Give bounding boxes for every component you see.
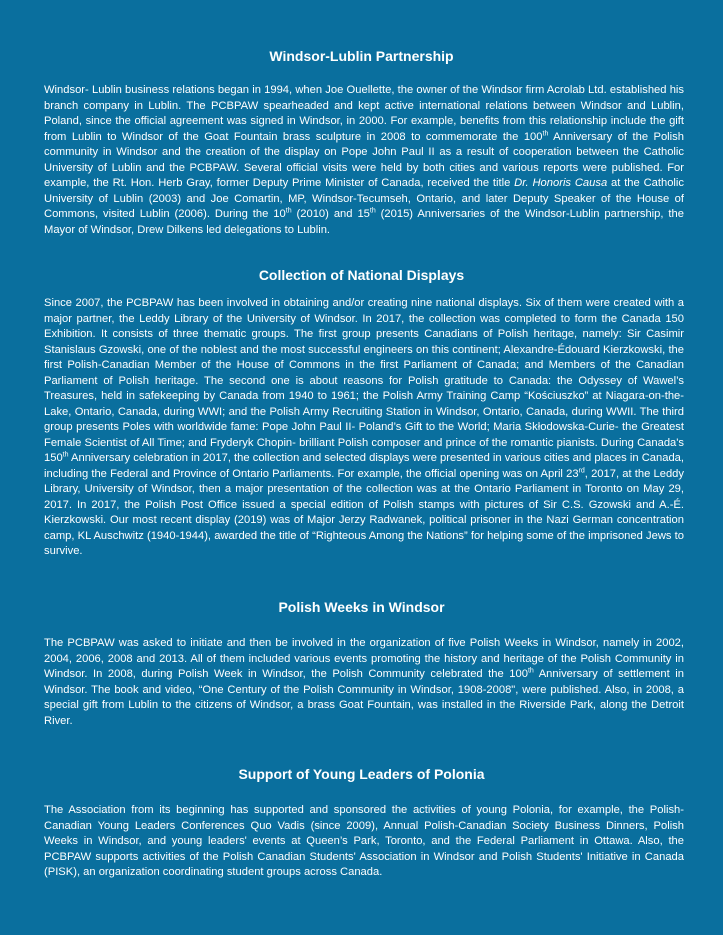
paragraph-support-of-young-leaders: The Association from its beginning has supported and sponsored the activities of young Polonia, for example, the Polish-Canadian Young Leaders Conferences Quo Vadis (since 2009), Annual Polish-Canadian Society Business Dinners, Polish Weeks in Windsor, and young leaders' events at Queen’s Park, Toronto, and the Federal Parliament in Ottawa. Also, the PCBPAW supports activities of the Polish Canadian Students' Association in Windsor and Polish Students' Initiative in Canada (PISK), an organization coordinating student groups across Canada. <box>44 804 684 878</box>
heading-collection-of-national-displays: Collection of National Displays <box>258 267 465 283</box>
heading-windsor-lublin-partnership: Windsor-Lublin Partnership <box>269 48 454 64</box>
heading-support-of-young-leaders: Support of Young Leaders of Polonia <box>238 766 485 782</box>
heading-polish-weeks-in-windsor: Polish Weeks in Windsor <box>278 599 445 615</box>
paragraph-collection-of-national-displays: Since 2007, the PCBPAW has been involved in obtaining and/or creating nine national displays. Six of them were created with a major partner, the Leddy Library of the University of Windsor. In 2017, the collection was completed to form the Canada 150 Exhibition. It consists of three thematic groups. The first group presents Canadians of Polish heritage, namely: Sir Casimir Stanislaus Gzowski, one of the noblest and the most successful engineers on this continent; Alexandre-Édouard Kierzkowski, the first Polish-Canadian Member of the House of Commons in the first Parliament of Canada; and Members of the Canadian Parliament of Polish heritage. The second one is about reasons for Polish gratitude to Canada: the Odyssey of Wawel’s Treasures, held in safekeeping by Canada from 1940 to 1961; the Polish Army Training Camp “Kościuszko” at Niagara-on-the-Lake, Ontario, Canada, during WWI; and the Polish Army Recruiting Station in Windsor, Ontario, Canada, during WWII. The third group presents Poles with worldwide fame: Pope John Paul II- Poland’s Gift to the World; Maria Skłodowska-Curie- the Greatest Female Scientist of All Time; and Fryderyk Chopin- brilliant Polish composer and prince of the romantic pianists. During Canada's 150th Anniversary celebration in 2017, the collection and selected displays were presented in various cities and places in Canada, including the Federal and Province of Ontario Parliaments. For example, the official opening was on April 23rd, 2017, at the Leddy Library, University of Windsor, then a major presentation of the collection was at the Ontario Parliament in Toronto on May 29, 2017. In 2017, the Polish Post Office issued a special edition of Polish stamps with pictures of Sir C.S. Gzowski and A.-É. Kierzkowski. Our most recent display (2019) was of Major Jerzy Radwanek, political prisoner in the Nazi German concentration camp, KL Auschwitz (1940-1944), awarded the title of “Righteous Among the Nations” for helping some of the imprisoned Jews to survive. <box>44 297 684 557</box>
paragraph-windsor-lublin-partnership: Windsor- Lublin business relations began in 1994, when Joe Ouellette, the owner of the Windsor firm Acrolab Ltd. established his branch company in Lublin. The PCBPAW spearheaded and kept active international relations between Windsor and Lublin, Poland, since the official agreement was signed in Windsor, in 2000. For example, benefits from this relationship include the gift from Lublin to Windsor of the Goat Fountain brass sculpture in 2008 to commemorate the 100th Anniversary of the Polish community in Windsor and the creation of the display on Pope John Paul II as a result of cooperation between the Catholic University of Lublin and the PCBPAW. Several official visits were held by both cities and various reports were published. For example, the Rt. Hon. Herb Gray, former Deputy Prime Minister of Canada, received the title Dr. Honoris Causa at the Catholic University of Lublin (2003) and Joe Comartin, MP, Windsor-Tecumseh, Ontario, and later Deputy Speaker of the House of Commons, visited Lublin (2006). During the 10th (2010) and 15th (2015) Anniversaries of the Windsor-Lublin partnership, the Mayor of Windsor, Drew Dilkens led delegations to Lublin. <box>44 84 684 236</box>
paragraph-polish-weeks-in-windsor: The PCBPAW was asked to initiate and then be involved in the organization of five Polish Weeks in Windsor, namely in 2002, 2004, 2006, 2008 and 2013. All of them included various events promoting the history and heritage of the Polish Community in Windsor. In 2008, during Polish Week in Windsor, the Polish Community celebrated the 100th Anniversary of settlement in Windsor. The book and video, “One Century of the Polish Community in Windsor, 1908-2008", were published. Also, in 2008, a special gift from Lublin to the citizens of Windsor, a brass Goat Fountain, was installed in the Riverside Park, along the Detroit River. <box>44 637 684 727</box>
